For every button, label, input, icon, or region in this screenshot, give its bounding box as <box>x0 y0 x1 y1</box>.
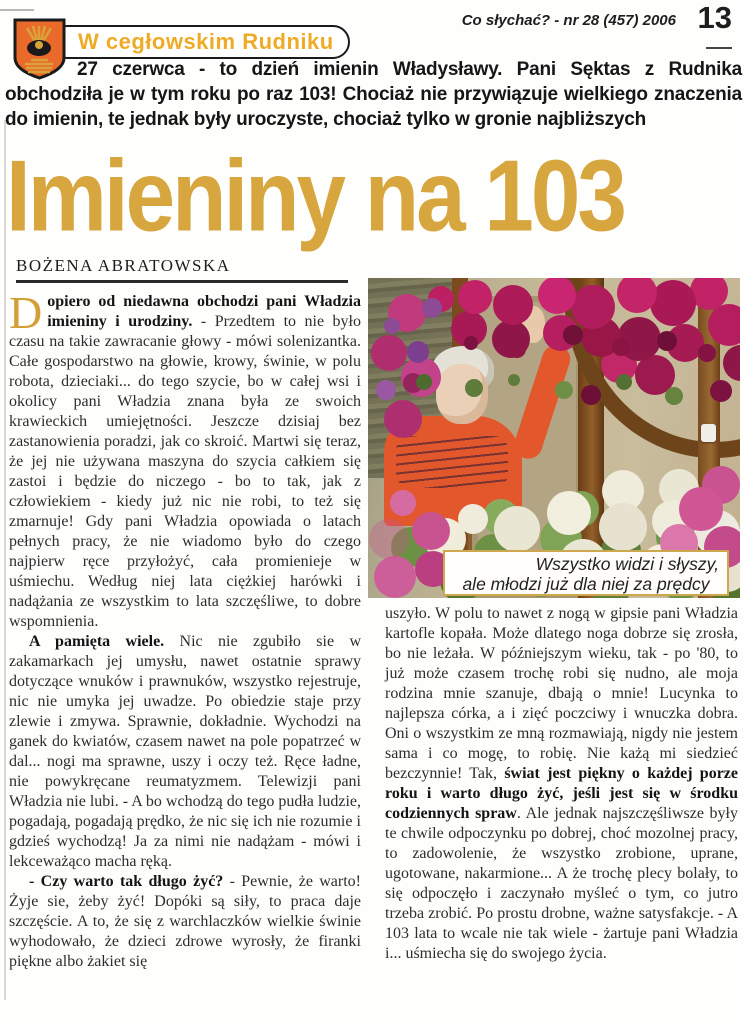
byline: BOŻENA ABRATOWSKA <box>16 256 231 275</box>
article-paragraph: A pamięta wiele. Nic nie zgubiło sie w zakamarkach jej umysłu, nawet ostatnie sprawy dotyczące wnuków i prawnuków, wszystko rejestruje, nic nie umyka jej uwadze. Po obiedzie staje przy zlewie i zmywa. Sprawnie, dokładnie. Wychodzi na ganek do kwiatów, czasem nawet na pole popatrzeć w dal... nogi ma sprawne, uszy i oczy też. Ręce ładne, nie powykręcane reumatyzmem. Telewizji pani Władzia nie lubi. - A bo wchodzą do tego pudła ludzie, pogadają, pogadają prędko, że nic się ich nie rozumie i gdzieś wychodzą! Ja za nimi nie nadążam - mówi i lekceważąco macha ręką. <box>9 633 362 870</box>
photo-caption-line2: ale młodzi już dla niej za prędcy <box>462 574 710 594</box>
photo-sweater-stripes <box>396 436 508 488</box>
drop-cap: D <box>9 287 43 338</box>
photo-foliage-top <box>508 374 520 386</box>
article-left-column <box>9 287 362 1014</box>
photo-petunias-magenta <box>428 286 454 312</box>
photo-pink-flowers <box>390 490 416 516</box>
issue-line: Co słychać? - nr 28 (457) 2006 <box>461 12 676 29</box>
photo-woman-hand <box>520 306 545 343</box>
article-paragraph: - Czy warto tak długo żyć? - Pewnie, że warto! Żyje sie, żeby żyć! Dopóki są siły, to praca daje szczęście. A to, że się z warchlaczków wielkie świnie wyhodowało, że dzieci zdrowe wyrosły, że firanki piękne albo żakiet się <box>9 873 362 970</box>
scan-artifact <box>0 9 34 11</box>
photo-white-flowers <box>458 504 488 534</box>
photo-petunias-dark <box>464 336 478 350</box>
headline: Imieniny na 103 <box>6 138 624 252</box>
photo-caption-line1: Wszystko widzi i słyszy, <box>535 554 719 574</box>
article-paragraph: Dopiero od niedawna obchodzi pani Władzia imieniny i urodziny. - Przedtem to nie było czasu na takie zawracanie głowy - mówi solenizantka. Całe gospodarstwo na głowie, krowy, świnie, w polu robota, dzieciaki... do tego szycie, bo w całej wsi i okolicy pani Władzia znana była ze swoich krawieckich umiejętności. Jeszcze dzisiaj bez zastanowienia poradzi, jak co skroić. Martwi się teraz, że jej nie używana maszyna do szycia całkiem się zastoi i będzie do niczego - bo to tak, jak z człowiekiem - kiedy już nic nie robi, to też się zmarnuje! Gdy pani Władzia opowiada o latach pełnych pracy, że nie wiadomo było do czego najpierw ręce przyłożyć, cała promienieje w uśmiechu. Według niej lata ciężkiej harówki i nadążania ze wszystkim to lata szczęśliwe, to dobre wspomnienia. <box>9 287 361 630</box>
lead-paragraph: 27 czerwca - to dzień imienin Władysławy. Pani Sęktas z Rudnika obchodziła je w tym roku po raz 103! Chociaż nie przywiązuje wielkiego znaczenia do imienin, te jednak były uroczyste, chociaż tylko w gronie najbliższych <box>5 59 742 130</box>
section-banner <box>50 25 350 59</box>
coat-of-arms-icon <box>13 18 66 80</box>
page-number-rule <box>706 47 732 49</box>
byline-rule <box>16 280 348 283</box>
article-paragraph: uszyło. W polu to nawet z nogą w gipsie pani Władzia kartofle kopała. Może dlatego noga dobrze się zrosła, bo nie leżała. W późniejszym wieku, tak - po '80, to już może czasem trochę robi się nudno, ale moja rodzina mnie szanuje, dbają o mnie! Lucynka to najlepsza córka, a i zięć poczciwy i wnuczka dobra. Oni o wszystkim ze mną rozmawiają, nigdy nie jestem sama i co mogę, to robię. Nie każą mi siedzieć bezczynnie! Tak, świat jest piękny o każdej porze roku i warto długo żyć, jeśli jest się w środku codziennych spraw. Ale jednak najszczęśliwsze były te chwile odpoczynku po dobrej, choć mozolnej pracy, to zadowolenie, że wszystko zrobione, uprane, ugotowane, nakarmione... A że trochę plecy bolały, to się odpoczęło i zaczynało myśleć o tym, co jutro trzeba zrobić. Po prostu drobne, ważne satysfakcje. - A 103 lata to wcale nie tak wiele - żartuje pani Władzia i... uśmiecha się do swojego życia. <box>385 605 739 962</box>
page-number: 13 <box>697 0 732 35</box>
article-right-column <box>385 604 738 1016</box>
photo-woman-face <box>436 364 488 424</box>
scan-artifact <box>4 120 6 1000</box>
photo-caption <box>443 550 729 596</box>
photo-petunias-purple <box>384 318 400 334</box>
photo-woman-arm <box>511 341 574 462</box>
section-banner-label: W cegłowskim Rudniku <box>78 29 334 54</box>
